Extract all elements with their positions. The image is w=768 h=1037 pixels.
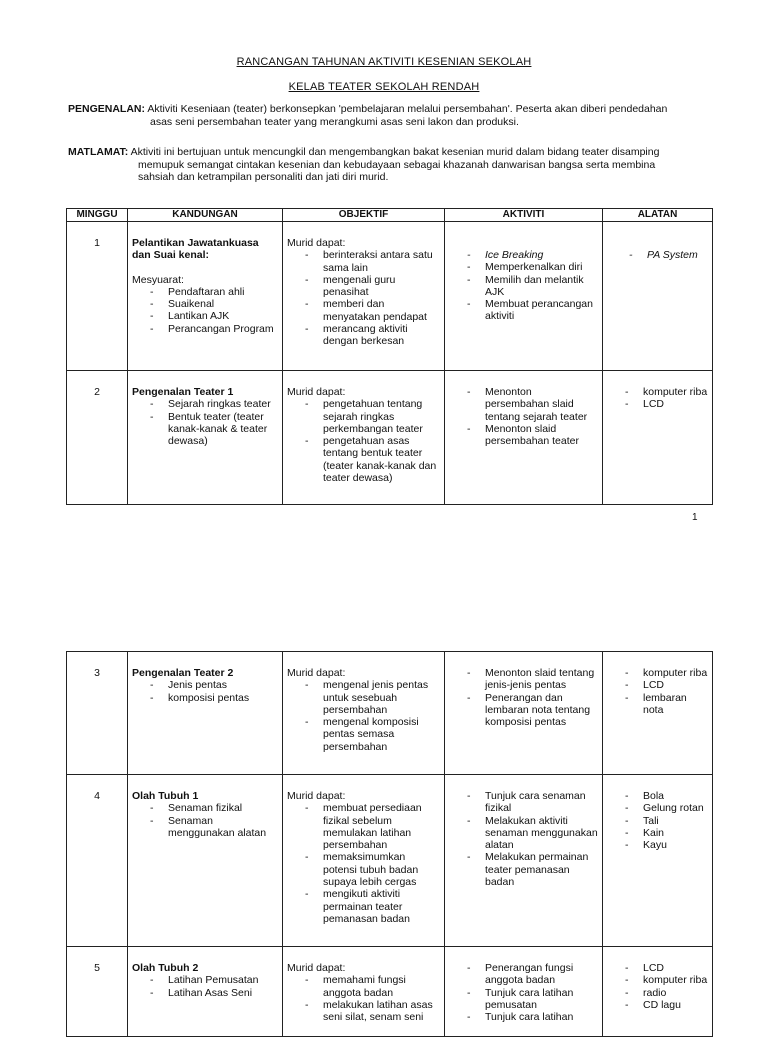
tool-item: - komputer riba <box>625 667 708 679</box>
content-item: - Pendaftaran ahli <box>150 286 278 298</box>
objective-item: - memaksimumkan potensi tubuh badan supaya lebih cergas <box>305 851 440 888</box>
matlamat-text-cont-1: memupuk semangat cintakan kesenian dan kebudayaan sebagai khazanah danwarisan bangsa serta membina <box>138 158 656 171</box>
week-number: 3 <box>94 667 100 679</box>
table-header-row <box>67 209 713 222</box>
pengenalan-text-cont: asas seni persembahan teater yang merangkumi asas seni lakon dan produksi. <box>150 115 519 128</box>
tool-item: - LCD <box>625 679 708 691</box>
header-objektif: OBJEKTIF <box>283 209 445 222</box>
table-row <box>67 947 713 1037</box>
week-subheading: Mesyuarat: <box>132 273 184 286</box>
table-row <box>67 775 713 947</box>
week-topic: Pelantikan Jawatankuasa dan Suai kenal: <box>132 237 259 262</box>
header-aktiviti: AKTIVITI <box>445 209 603 222</box>
content-item: - Sejarah ringkas teater <box>150 398 278 410</box>
matlamat-text-cont-2: sahsiah dan ketrampilan personaliti dan jati diri murid. <box>138 171 389 184</box>
objective-item: - memahami fungsi anggota badan <box>305 974 440 999</box>
objective-heading: Murid dapat: <box>287 237 346 249</box>
week-topic: Olah Tubuh 2 <box>132 962 199 974</box>
objective-item: - mengenal jenis pentas untuk sesebuah persembahan <box>305 679 440 716</box>
activity-item: - Memperkenalkan diri <box>467 261 598 273</box>
activity-item: - Memilih dan melantik AJK <box>467 274 598 299</box>
matlamat-section <box>68 146 708 184</box>
pengenalan-text: Aktiviti Keseniaan (teater) berkonsepkan 'pembelajaran melalui persembahan'. Peserta akan diberi pendedahan <box>147 103 668 115</box>
content-item: - Latihan Pemusatan <box>150 974 278 986</box>
plan-table-page-1 <box>66 208 713 505</box>
activity-item: - Membuat perancangan aktiviti <box>467 298 598 323</box>
activity-item: - Menonton persembahan slaid tentang sejarah teater <box>467 386 598 423</box>
content-item: - Perancangan Program <box>150 323 278 335</box>
objective-item: - berinteraksi antara satu sama lain <box>305 249 440 274</box>
activity-item: - Penerangan dan lembaran nota tentang komposisi pentas <box>467 692 598 729</box>
objective-heading: Murid dapat: <box>287 667 346 679</box>
activity-item: - Menonton slaid persembahan teater <box>467 423 598 448</box>
pengenalan-label: PENGENALAN: <box>68 103 146 115</box>
content-item: - Senaman fizikal <box>150 802 278 814</box>
tool-item: - PA System <box>629 249 708 261</box>
tool-item: - Kayu <box>625 839 708 851</box>
content-item: - Latihan Asas Seni <box>150 987 278 999</box>
header-alatan: ALATAN <box>603 209 713 222</box>
week-topic: Pengenalan Teater 1 <box>132 386 234 398</box>
content-item: - komposisi pentas <box>150 692 278 704</box>
page-number: 1 <box>692 512 698 523</box>
activity-item: - Melakukan permainan teater pemanasan badan <box>467 851 598 888</box>
week-number: 4 <box>94 790 100 802</box>
content-item: - Lantikan AJK <box>150 310 278 322</box>
document-title: RANCANGAN TAHUNAN AKTIVITI KESENIAN SEKOLAH <box>236 56 532 68</box>
activity-item: - Penerangan fungsi anggota badan <box>467 962 598 987</box>
objective-item: - mengenali guru penasihat <box>305 274 440 299</box>
activity-item: - Ice Breaking <box>467 249 598 261</box>
objective-heading: Murid dapat: <box>287 386 346 398</box>
objective-item: - melakukan latihan asas seni silat, senam seni <box>305 999 440 1024</box>
objective-item: - membuat persediaan fizikal sebelum memulakan latihan persembahan <box>305 802 440 851</box>
objective-item: - merancang aktiviti dengan berkesan <box>305 323 440 348</box>
tool-item: - komputer riba <box>625 386 708 398</box>
tool-item: - LCD <box>625 398 708 410</box>
objective-heading: Murid dapat: <box>287 962 346 974</box>
table-row <box>67 371 713 505</box>
matlamat-text: Aktiviti ini bertujuan untuk mencungkil dan mengembangkan bakat kesenian murid dalam bidang teater disamping <box>130 146 660 158</box>
document-subtitle: KELAB TEATER SEKOLAH RENDAH <box>288 81 480 93</box>
objective-item: - mengikuti aktiviti permainan teater pemanasan badan <box>305 888 440 925</box>
table-row <box>67 222 713 371</box>
objective-item: - mengenal komposisi pentas semasa persembahan <box>305 716 440 753</box>
activity-item: - Tunjuk cara latihan pemusatan <box>467 987 598 1012</box>
content-item: - Jenis pentas <box>150 679 278 691</box>
week-number: 2 <box>94 386 100 398</box>
week-topic: Pengenalan Teater 2 <box>132 667 234 679</box>
week-topic: Olah Tubuh 1 <box>132 790 199 802</box>
activity-item: - Tunjuk cara senaman fizikal <box>467 790 598 815</box>
activity-item: - Melakukan aktiviti senaman menggunakan alatan <box>467 815 598 852</box>
tool-item: - Bola <box>625 790 708 802</box>
pengenalan-section <box>68 103 708 128</box>
objective-item: - pengetahuan asas tentang bentuk teater (teater kanak-kanak dan teater dewasa) <box>305 435 440 484</box>
week-number: 5 <box>94 962 100 974</box>
header-minggu: MINGGU <box>67 209 128 222</box>
header-kandungan: KANDUNGAN <box>128 209 283 222</box>
week-number: 1 <box>94 237 100 249</box>
tool-item: - lembaran nota <box>625 692 708 717</box>
tool-item: - radio <box>625 987 708 999</box>
content-item: - Suaikenal <box>150 298 278 310</box>
content-item: - Bentuk teater (teater kanak-kanak & teater dewasa) <box>150 411 278 448</box>
objective-item: - pengetahuan tentang sejarah ringkas perkembangan teater <box>305 398 440 435</box>
tool-item: - Kain <box>625 827 708 839</box>
content-item: - Senaman menggunakan alatan <box>150 815 278 840</box>
tool-item: - Tali <box>625 815 708 827</box>
matlamat-label: MATLAMAT: <box>68 146 129 158</box>
tool-item: - LCD <box>625 962 708 974</box>
table-row <box>67 652 713 775</box>
activity-item: - Menonton slaid tentang jenis-jenis pentas <box>467 667 598 692</box>
objective-item: - memberi dan menyatakan pendapat <box>305 298 440 323</box>
tool-item: - CD lagu <box>625 999 708 1011</box>
plan-table-page-2 <box>66 651 713 1037</box>
activity-item: - Tunjuk cara latihan <box>467 1011 598 1023</box>
objective-heading: Murid dapat: <box>287 790 346 802</box>
tool-item: - Gelung rotan <box>625 802 708 814</box>
tool-item: - komputer riba <box>625 974 708 986</box>
